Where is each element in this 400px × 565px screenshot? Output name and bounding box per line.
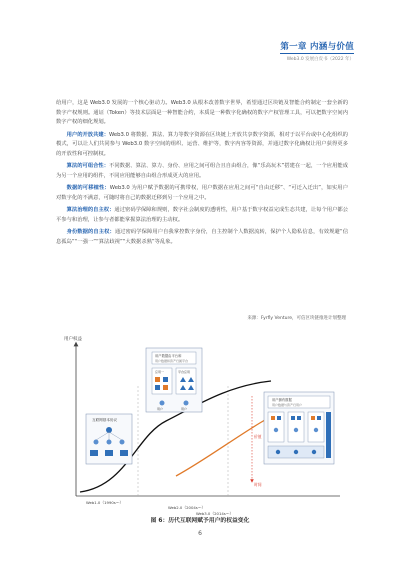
page-number: 6 [198,530,202,537]
paragraph-lead: 算法的可组合性： [66,163,110,170]
paragraph-text: 不同数据、算法、算力、身份、应用之间可组合且自由组合，像“乐高玩木”搭建在一起，一个应用能成为另一个应用的组件，不同应用能够自由组合形成更大的应用。 [56,163,348,180]
user-node-icon [94,440,99,445]
paragraph-text: Web3.0 将数据、算法、算力等数字资源在区块链上开放共享数字资源，相对于以平台或中心化组织的模式，可以让人们共同参与 Web3.0 数字空间的组织、运营、维护等，数字内容等资源，并通过数字化确权让用户获得更多的开放性和可控制权。 [56,131,348,158]
web2-box-title: 用户数据由平台和 [155,354,182,358]
paragraph-open-build [56,131,348,160]
user-icon [160,401,165,406]
paragraph-lead: 用户的开放共建： [66,131,109,138]
figure-user-rights [56,326,348,526]
user-node-icon [107,440,112,445]
annotation-time: 时间 [254,482,262,487]
figure-diagram [56,326,348,516]
web1-box [86,414,132,464]
paragraph-lead: 数据的可移植性： [66,185,110,192]
web2-box-subtitle: 用户数据和资产归属平台 [155,359,189,363]
user-icon [184,401,189,406]
web3-box-subtitle: 用户数据与资产归用户 [272,403,303,407]
paragraph-composability [56,162,348,181]
figure-caption: 图 6：历代互联网赋予用户的权益变化 [150,518,250,524]
app-column-label: 应用一 [155,370,165,374]
figure-source: 来源：Fyrfly Venture，可信区块链推进计划整理 [247,316,346,321]
page-header [280,40,354,62]
paragraph-text: 通过密码学保障用户自我掌控数字身份，自主控制个人数据流转，保护个人隐私信息，有效规避“信息孤岛”“一强一”“算法歧视”“大数据杀熟”等乱象。 [56,229,348,246]
header-subtitle: Web3.0 发展白皮书（2022 年） [286,57,354,62]
chapter-title: 第一章 内涵与价值 [280,42,354,52]
web1-box-title: 互联网基本协议 [92,418,118,422]
annotation-value: 价值 [254,434,262,439]
body-text [56,99,348,250]
user-label: 用户 [157,407,164,411]
web3-label: Web3.0（2014s～） [196,511,234,516]
web1-label: Web1.0（1990s～） [86,500,124,505]
paragraph-governance [56,206,348,225]
y-axis-label: 用户权益 [64,337,82,342]
user-label: 用户 [181,407,188,411]
web3-box-title: 用户拥有数据 [272,398,292,402]
paragraph-text: Web3.0 为用户赋予数据的可携带权，用户数据在应用之间可“自由迁移”、“可迁入迁出”，如实用户对数字化的不满意，可随时将自己的数据迁移到另一个应用之中。 [56,185,348,202]
paragraph-portability [56,184,348,203]
paragraph-lead: 身份数据的自主权： [66,229,115,236]
paragraph-intro [56,99,348,128]
user-node-icon [120,440,125,445]
paragraph-lead: 算法治理的自主权： [66,207,115,214]
web2-label: Web2.0（2004s～） [168,505,206,510]
paragraph-text: 给用户，这是 Web3.0 发展的一个核心驱动力。Web3.0 从根本改善数字世界，希望通过区块链及智能合约制定一套全新的数字产权规则。通证（Token）等技术层面是一种智能合约，本质是一种数字化确权的数字产权管理工具，可以把数字空间内数字产权的细化规划。 [56,100,348,126]
web3-box [264,392,334,464]
paragraph-text: 通过密码学保障和规则，数字社会制度的透明性，用户基于数字权益完成生态共建，让每个用户都公平参与和治理，让参与者都能掌握算法治理的主动权。 [56,207,348,224]
web2-box [146,348,202,412]
paragraph-identity [56,228,348,247]
app-column-label: 平台应用 [178,370,191,374]
